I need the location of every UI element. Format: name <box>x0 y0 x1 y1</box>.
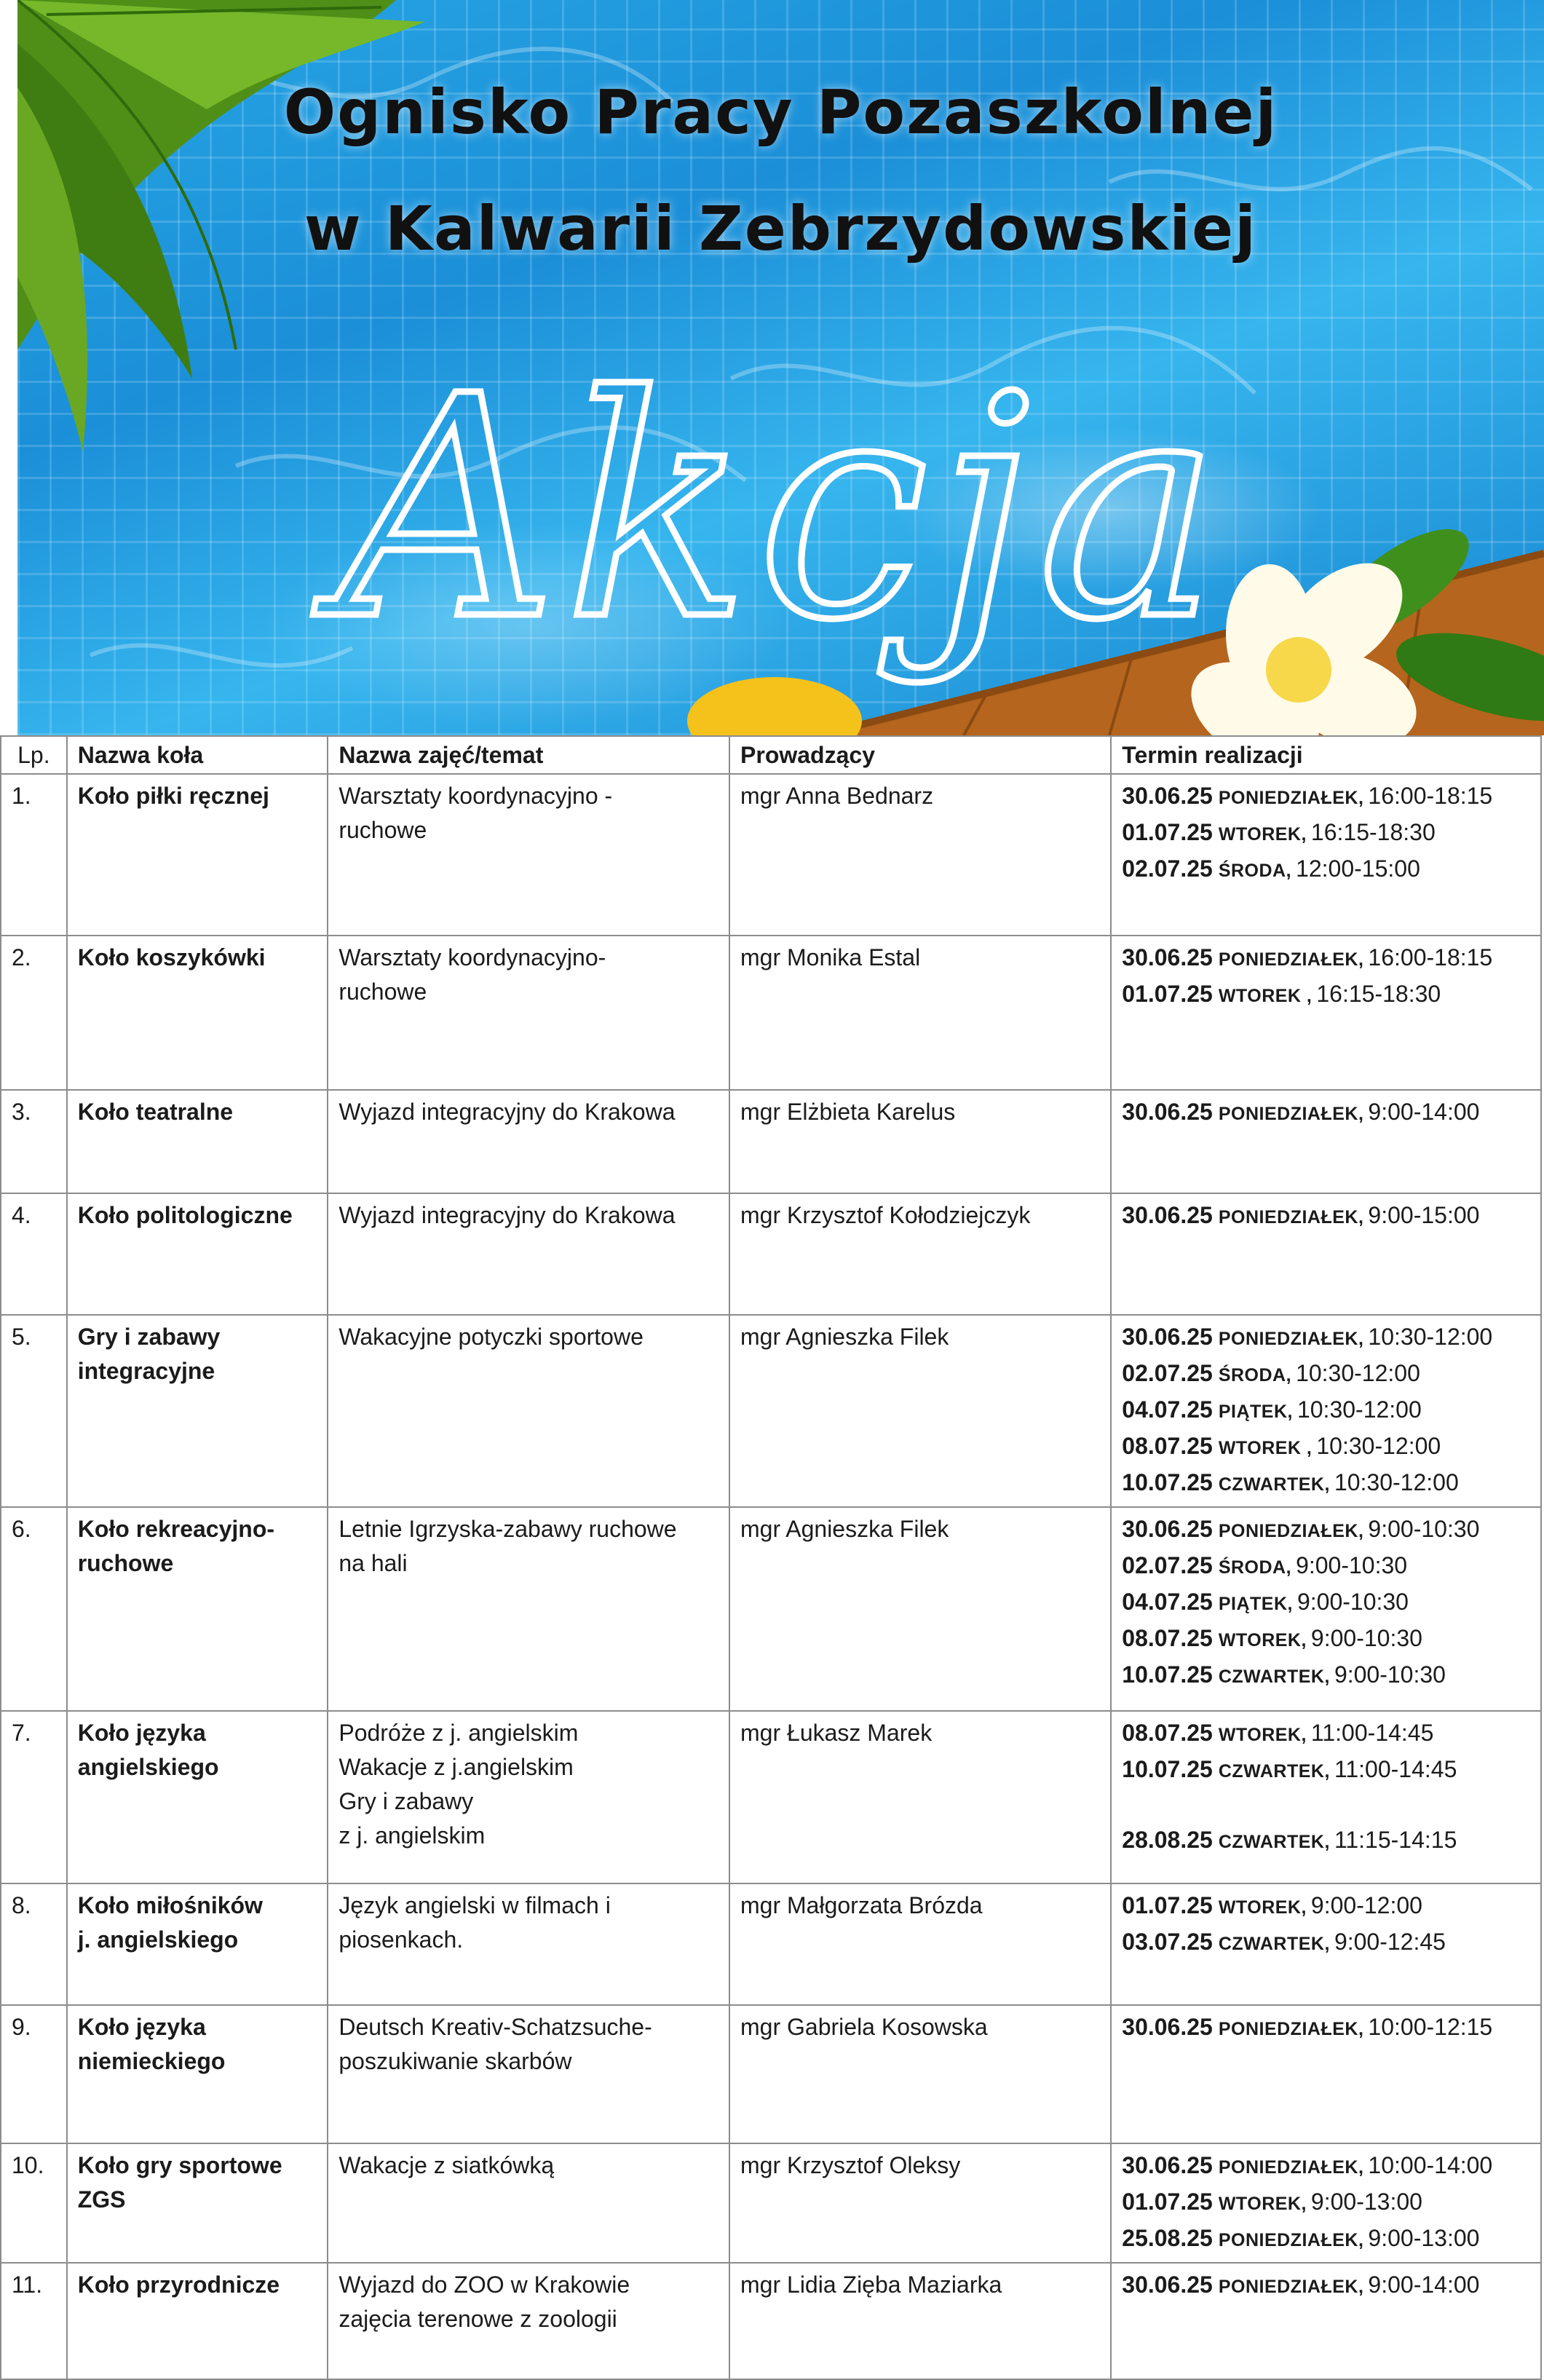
term-time: 9:00-10:30 <box>1296 1589 1409 1615</box>
teacher-name: mgr Lidia Zięba Maziarka <box>740 2272 1002 2298</box>
table-row <box>1 1883 1541 2005</box>
club-name-line: j. angielskiego <box>77 1926 239 1953</box>
term-date: 01.07.25 <box>1122 1892 1213 1918</box>
cell-topic <box>328 774 729 936</box>
row-number: 1. <box>12 783 31 809</box>
topic-line: Wakacyjne potyczki sportowe <box>339 1324 644 1350</box>
row-number: 4. <box>12 1202 31 1228</box>
club-name-line: Koło miłośników <box>77 1892 263 1918</box>
term-entry <box>1122 852 1530 888</box>
term-date: 25.08.25 <box>1122 2225 1213 2251</box>
term-time: 10:30-12:00 <box>1296 1360 1420 1386</box>
term-date: 30.06.25 <box>1122 2014 1213 2040</box>
cell-club-name <box>67 2143 328 2263</box>
term-date: 30.06.25 <box>1122 2152 1213 2178</box>
topic-line: Język angielski w filmach i <box>339 1892 611 1918</box>
club-name-line: Koło rekreacyjno- <box>77 1516 275 1542</box>
term-weekday: PONIEDZIAŁEK, <box>1218 1104 1364 1124</box>
term-date: 30.06.25 <box>1122 1516 1213 1542</box>
cell-teacher <box>729 1883 1111 2005</box>
term-date: 03.07.25 <box>1122 1929 1213 1955</box>
term-entry <box>1122 815 1530 852</box>
term-weekday: WTOREK, <box>1218 1630 1307 1650</box>
term-weekday: PONIEDZIAŁEK, <box>1218 2230 1364 2250</box>
cell-term <box>1111 1507 1541 1711</box>
term-date: 02.07.25 <box>1122 1552 1213 1578</box>
row-number: 9. <box>12 2014 31 2040</box>
cell-teacher <box>729 1193 1111 1315</box>
organization-name-line-2: w Kalwarii Zebrzydowskiej <box>304 193 1257 264</box>
term-time: 9:00-10:30 <box>1368 1516 1480 1542</box>
term-date: 30.06.25 <box>1122 783 1213 809</box>
topic-line: z j. angielskim <box>339 1822 486 1849</box>
club-name-line: ZGS <box>77 2186 126 2213</box>
club-name-line: Koło koszykówki <box>77 944 266 970</box>
cell-teacher <box>729 2005 1111 2143</box>
cell-lp <box>1 1883 67 2005</box>
cell-term <box>1111 1315 1541 1507</box>
term-time: 12:00-15:00 <box>1296 855 1420 882</box>
term-entry <box>1122 2010 1530 2047</box>
term-entry <box>1122 1095 1530 1131</box>
term-date: 10.07.25 <box>1122 1756 1213 1782</box>
teacher-name: mgr Łukasz Marek <box>740 1720 933 1746</box>
topic-line: Wyjazd integracyjny do Krakowa <box>339 1099 676 1125</box>
cell-club-name <box>67 1711 328 1883</box>
term-weekday: WTOREK, <box>1218 1897 1307 1918</box>
table-row <box>1 2005 1541 2143</box>
cell-club-name <box>67 774 328 936</box>
term-time: 10:30-12:00 <box>1316 1433 1441 1459</box>
table-row <box>1 1711 1541 1883</box>
term-entry <box>1122 941 1530 977</box>
term-time: 9:00-13:00 <box>1310 2189 1422 2215</box>
term-entry <box>1122 779 1530 815</box>
row-number: 7. <box>12 1720 31 1746</box>
cell-club-name <box>67 1193 328 1315</box>
header-lp: Lp. <box>1 736 67 774</box>
term-time: 10:00-14:00 <box>1368 2152 1493 2178</box>
topic-line: Wyjazd do ZOO w Krakowie <box>339 2272 630 2298</box>
term-time: 9:00-13:00 <box>1368 2225 1480 2251</box>
cell-lp <box>1 936 67 1090</box>
cell-term <box>1111 1711 1541 1883</box>
club-name-line: Koło teatralne <box>77 1099 234 1125</box>
term-weekday: WTOREK , <box>1218 1438 1313 1458</box>
cell-topic <box>328 1711 729 1883</box>
cell-lp <box>1 2005 67 2143</box>
row-number: 10. <box>12 2152 44 2178</box>
term-date: 30.06.25 <box>1122 944 1213 970</box>
term-weekday: PIĄTEK, <box>1218 1594 1293 1614</box>
term-date: 30.06.25 <box>1122 2272 1213 2298</box>
term-time: 9:00-12:45 <box>1334 1929 1446 1955</box>
term-time: 9:00-14:00 <box>1368 1099 1480 1125</box>
term-weekday: CZWARTEK, <box>1218 1667 1330 1687</box>
term-date: 30.06.25 <box>1122 1099 1213 1125</box>
term-weekday: WTOREK, <box>1218 1725 1307 1745</box>
cell-teacher <box>729 1507 1111 1711</box>
cell-topic <box>328 2143 729 2263</box>
topic-line: Deutsch Kreativ-Schatzsuche- <box>339 2014 652 2040</box>
topic-line: ruchowe <box>339 979 427 1005</box>
row-number: 11. <box>12 2272 43 2298</box>
cell-topic <box>328 1315 729 1507</box>
cell-teacher <box>729 2143 1111 2263</box>
term-weekday: PONIEDZIAŁEK, <box>1218 788 1364 808</box>
term-entry <box>1122 1512 1530 1549</box>
cell-term <box>1111 936 1541 1090</box>
header-teacher: Prowadzący <box>729 736 1111 774</box>
topic-line: Warsztaty koordynacyjno- <box>339 944 606 970</box>
term-time: 9:00-12:00 <box>1310 1892 1422 1918</box>
club-name-line: Koło politologiczne <box>77 1202 293 1228</box>
topic-line: Wakacje z siatkówką <box>339 2152 555 2178</box>
header-club-name: Nazwa koła <box>67 736 328 774</box>
cell-term <box>1111 2143 1541 2263</box>
row-number: 3. <box>12 1099 31 1125</box>
term-date: 28.08.25 <box>1122 1827 1213 1853</box>
topic-line: Wakacje z j.angielskim <box>339 1754 574 1780</box>
club-name-line: ruchowe <box>77 1550 174 1576</box>
term-date: 08.07.25 <box>1122 1720 1213 1746</box>
club-name-line: integracyjne <box>77 1358 215 1384</box>
schedule-body <box>1 774 1541 2379</box>
term-weekday: PONIEDZIAŁEK, <box>1218 1521 1364 1541</box>
term-weekday: WTOREK, <box>1218 824 1307 845</box>
cell-term <box>1111 774 1541 936</box>
cell-term <box>1111 2263 1541 2379</box>
topic-line: zajęcia terenowe z zoologii <box>339 2306 617 2332</box>
cell-club-name <box>67 1090 328 1193</box>
club-name-line: angielskiego <box>77 1754 219 1780</box>
row-number: 5. <box>12 1324 31 1350</box>
term-spacer <box>1122 1789 1530 1823</box>
term-entry <box>1122 1823 1530 1859</box>
term-time: 16:15-18:30 <box>1310 819 1436 845</box>
topic-line: Letnie Igrzyska-zabawy ruchowe <box>339 1516 677 1542</box>
term-entry <box>1122 1320 1530 1356</box>
term-entry <box>1122 2148 1530 2185</box>
term-entry <box>1122 1716 1530 1752</box>
cell-teacher <box>729 2263 1111 2379</box>
teacher-name: mgr Małgorzata Brózda <box>740 1892 983 1918</box>
topic-line: na hali <box>339 1550 408 1576</box>
term-weekday: CZWARTEK, <box>1218 1761 1330 1782</box>
cell-teacher <box>729 1315 1111 1507</box>
cell-teacher <box>729 1711 1111 1883</box>
table-row <box>1 774 1541 936</box>
term-weekday: PONIEDZIAŁEK, <box>1218 1329 1364 1349</box>
club-name-line: Koło przyrodnicze <box>77 2272 280 2298</box>
header-term: Termin realizacji <box>1111 736 1541 774</box>
teacher-name: mgr Agnieszka Filek <box>740 1516 949 1542</box>
term-entry <box>1122 1356 1530 1393</box>
term-time: 9:00-10:30 <box>1296 1552 1408 1578</box>
teacher-name: mgr Krzysztof Oleksy <box>740 2152 961 2178</box>
cell-lp <box>1 1193 67 1315</box>
topic-line: ruchowe <box>339 817 427 843</box>
term-time: 9:00-10:30 <box>1334 1661 1446 1688</box>
cell-lp <box>1 1315 67 1507</box>
term-entry <box>1122 2221 1530 2258</box>
term-time: 10:00-12:15 <box>1368 2014 1493 2040</box>
topic-line: Gry i zabawy <box>339 1788 474 1814</box>
cell-term <box>1111 1090 1541 1193</box>
table-row <box>1 2263 1541 2379</box>
term-weekday: PIĄTEK, <box>1218 1401 1293 1422</box>
teacher-name: mgr Elżbieta Karelus <box>740 1099 956 1125</box>
term-entry <box>1122 1429 1530 1466</box>
cell-teacher <box>729 936 1111 1090</box>
club-name-line: Koło gry sportowe <box>77 2152 282 2178</box>
cell-term <box>1111 2005 1541 2143</box>
term-time: 10:30-12:00 <box>1296 1396 1422 1423</box>
term-date: 30.06.25 <box>1122 1324 1213 1350</box>
cell-lp <box>1 1711 67 1883</box>
term-weekday: ŚRODA, <box>1218 1365 1292 1385</box>
banner <box>17 0 1544 735</box>
cell-teacher <box>729 1090 1111 1193</box>
term-time: 9:00-15:00 <box>1368 1202 1480 1228</box>
term-entry <box>1122 1621 1530 1658</box>
cell-lp <box>1 2143 67 2263</box>
term-date: 08.07.25 <box>1122 1433 1213 1459</box>
table-row <box>1 1507 1541 1711</box>
term-date: 08.07.25 <box>1122 1625 1213 1651</box>
term-date: 01.07.25 <box>1122 819 1213 845</box>
topic-line: Warsztaty koordynacyjno - <box>339 783 613 809</box>
term-entry <box>1122 1752 1530 1789</box>
teacher-name: mgr Agnieszka Filek <box>740 1324 949 1350</box>
term-date: 04.07.25 <box>1122 1589 1213 1615</box>
topic-line: Podróże z j. angielskim <box>339 1720 579 1746</box>
teacher-name: mgr Monika Estal <box>740 944 921 970</box>
term-weekday: CZWARTEK, <box>1218 1832 1330 1852</box>
term-date: 10.07.25 <box>1122 1469 1213 1495</box>
organization-name-line-1: Ognisko Pracy Pozaszkolnej <box>283 76 1278 148</box>
cell-topic <box>328 1883 729 2005</box>
term-weekday: ŚRODA, <box>1218 861 1292 881</box>
cell-topic <box>328 1193 729 1315</box>
term-entry <box>1122 1585 1530 1621</box>
topic-line: Wyjazd integracyjny do Krakowa <box>339 1202 676 1228</box>
term-weekday: PONIEDZIAŁEK, <box>1218 2277 1364 2297</box>
cell-club-name <box>67 936 328 1090</box>
term-date: 01.07.25 <box>1122 2189 1213 2215</box>
header-topic: Nazwa zajęć/temat <box>328 736 729 774</box>
table-row <box>1 2143 1541 2263</box>
table-row <box>1 936 1541 1090</box>
term-time: 9:00-10:30 <box>1310 1625 1422 1651</box>
cell-topic <box>328 2005 729 2143</box>
club-name-line: Koło piłki ręcznej <box>77 783 269 809</box>
teacher-name: mgr Anna Bednarz <box>740 783 934 809</box>
topic-line: piosenkach. <box>339 1926 464 1953</box>
term-weekday: CZWARTEK, <box>1218 1474 1330 1495</box>
term-time: 11:00-14:45 <box>1334 1756 1457 1782</box>
term-entry <box>1122 1549 1530 1585</box>
term-entry <box>1122 1466 1530 1502</box>
term-time: 10:30-12:00 <box>1334 1469 1459 1495</box>
term-entry <box>1122 977 1530 1013</box>
term-date: 04.07.25 <box>1122 1396 1213 1423</box>
club-name-line: Koło języka <box>77 1720 206 1746</box>
table-header-row <box>1 736 1541 774</box>
cell-term <box>1111 1883 1541 2005</box>
term-date: 01.07.25 <box>1122 981 1213 1007</box>
term-time: 9:00-14:00 <box>1368 2272 1480 2298</box>
term-time: 16:00-18:15 <box>1368 944 1493 970</box>
term-weekday: PONIEDZIAŁEK, <box>1218 2157 1364 2178</box>
cell-lp <box>1 1507 67 1711</box>
term-time: 16:15-18:30 <box>1316 981 1441 1007</box>
cell-topic <box>328 936 729 1090</box>
cell-club-name <box>67 1883 328 2005</box>
event-title: Akcja <box>336 331 1227 687</box>
term-entry <box>1122 1658 1530 1694</box>
term-entry <box>1122 1925 1530 1961</box>
term-date: 10.07.25 <box>1122 1661 1213 1688</box>
term-date: 02.07.25 <box>1122 855 1213 882</box>
cell-topic <box>328 2263 729 2379</box>
cell-club-name <box>67 1315 328 1507</box>
term-weekday: WTOREK, <box>1218 2194 1307 2214</box>
cell-teacher <box>729 774 1111 936</box>
table-row <box>1 1315 1541 1507</box>
term-time: 11:15-14:15 <box>1334 1827 1457 1853</box>
teacher-name: mgr Krzysztof Kołodziejczyk <box>740 1202 1031 1228</box>
term-entry <box>1122 1393 1530 1429</box>
club-name-line: Koło języka <box>77 2014 206 2040</box>
club-name-line: niemieckiego <box>77 2048 226 2074</box>
term-time: 11:00-14:45 <box>1310 1720 1434 1746</box>
term-weekday: PONIEDZIAŁEK, <box>1218 949 1364 970</box>
term-time: 16:00-18:15 <box>1368 783 1493 809</box>
schedule-table <box>0 735 1542 2380</box>
cell-lp <box>1 1090 67 1193</box>
table-row <box>1 1193 1541 1315</box>
topic-line: poszukiwanie skarbów <box>339 2048 572 2074</box>
row-number: 8. <box>12 1892 31 1918</box>
term-weekday: PONIEDZIAŁEK, <box>1218 2019 1364 2039</box>
row-number: 6. <box>12 1516 31 1542</box>
term-entry <box>1122 1198 1530 1235</box>
cell-club-name <box>67 2263 328 2379</box>
club-name-line: Gry i zabawy <box>77 1324 221 1350</box>
term-entry <box>1122 2268 1530 2304</box>
cell-term <box>1111 1193 1541 1315</box>
term-weekday: ŚRODA, <box>1218 1557 1292 1578</box>
cell-topic <box>328 1090 729 1193</box>
term-time: 10:30-12:00 <box>1368 1324 1493 1350</box>
term-weekday: PONIEDZIAŁEK, <box>1218 1207 1364 1227</box>
cell-club-name <box>67 2005 328 2143</box>
term-date: 30.06.25 <box>1122 1202 1213 1228</box>
term-entry <box>1122 2185 1530 2221</box>
cell-lp <box>1 2263 67 2379</box>
cell-lp <box>1 774 67 936</box>
term-date: 02.07.25 <box>1122 1360 1213 1386</box>
term-entry <box>1122 1889 1530 1925</box>
teacher-name: mgr Gabriela Kosowska <box>740 2014 988 2040</box>
cell-topic <box>328 1507 729 1711</box>
cell-club-name <box>67 1507 328 1711</box>
term-weekday: WTOREK , <box>1218 986 1313 1006</box>
term-weekday: CZWARTEK, <box>1218 1934 1330 1954</box>
table-row <box>1 1090 1541 1193</box>
row-number: 2. <box>12 944 31 970</box>
